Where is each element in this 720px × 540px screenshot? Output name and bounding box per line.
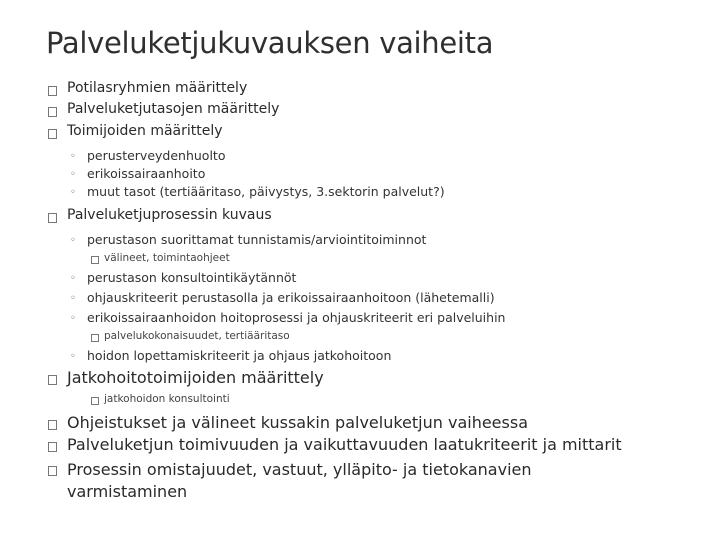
- item-omistajuus-cont: varmistaminen: [67, 482, 188, 501]
- checkbox-bullet-icon: [91, 397, 99, 405]
- item-tasot: Palveluketjutasojen määrittely: [67, 101, 280, 117]
- item-omistajuus: Prosessin omistajuudet, vastuut, ylläpito- ja tietokanavien: [67, 460, 532, 479]
- checkbox-bullet-icon: [48, 213, 57, 223]
- circle-bullet-icon: ◦: [70, 169, 76, 180]
- circle-bullet-icon: ◦: [70, 151, 76, 162]
- checkbox-bullet-icon: [91, 334, 99, 342]
- checkbox-bullet-icon: [48, 375, 57, 385]
- item-toimivuus: Palveluketjun toimivuuden ja vaikuttavuuden laatukriteerit ja mittarit: [67, 435, 622, 454]
- circle-bullet-icon: ◦: [70, 313, 76, 324]
- circle-bullet-icon: ◦: [70, 187, 76, 198]
- slide-title: Palveluketjukuvauksen vaiheita: [46, 26, 494, 60]
- sub-item: erikoissairaanhoidon hoitoprosessi ja ohjauskriteerit eri palveluihin: [87, 310, 506, 325]
- checkbox-bullet-icon: [48, 129, 57, 139]
- checkbox-bullet-icon: [48, 466, 57, 476]
- sub-item: perusterveydenhuolto: [87, 148, 226, 163]
- item-prosessi: Palveluketjuprosessin kuvaus: [67, 207, 272, 223]
- sub-item: perustason konsultointikäytännöt: [87, 270, 297, 285]
- circle-bullet-icon: ◦: [70, 273, 76, 284]
- checkbox-bullet-icon: [91, 256, 99, 264]
- sub-item: hoidon lopettamiskriteerit ja ohjaus jatkohoitoon: [87, 348, 392, 363]
- sub-sub-item: palvelukokonaisuudet, tertiääritaso: [104, 330, 290, 342]
- checkbox-bullet-icon: [48, 86, 57, 96]
- item-ohjeistukset: Ohjeistukset ja välineet kussakin palveluketjun vaiheessa: [67, 413, 528, 432]
- sub-sub-item: jatkohoidon konsultointi: [104, 393, 230, 405]
- sub-item: perustason suorittamat tunnistamis/arviointitoiminnot: [87, 232, 427, 247]
- item-toimijat: Toimijoiden määrittely: [67, 123, 223, 139]
- sub-item: ohjauskriteerit perustasolla ja erikoissairaanhoitoon (lähetemalli): [87, 290, 495, 305]
- checkbox-bullet-icon: [48, 420, 57, 430]
- checkbox-bullet-icon: [48, 442, 57, 452]
- item-potilasryhmat: Potilasryhmien määrittely: [67, 80, 248, 96]
- circle-bullet-icon: ◦: [70, 293, 76, 304]
- circle-bullet-icon: ◦: [70, 351, 76, 362]
- item-jatkohoito: Jatkohoitotoimijoiden määrittely: [67, 368, 324, 387]
- sub-item: muut tasot (tertiääritaso, päivystys, 3.sektorin palvelut?): [87, 184, 445, 199]
- circle-bullet-icon: ◦: [70, 235, 76, 246]
- sub-item: erikoissairaanhoito: [87, 166, 206, 181]
- checkbox-bullet-icon: [48, 107, 57, 117]
- sub-sub-item: välineet, toimintaohjeet: [104, 252, 230, 264]
